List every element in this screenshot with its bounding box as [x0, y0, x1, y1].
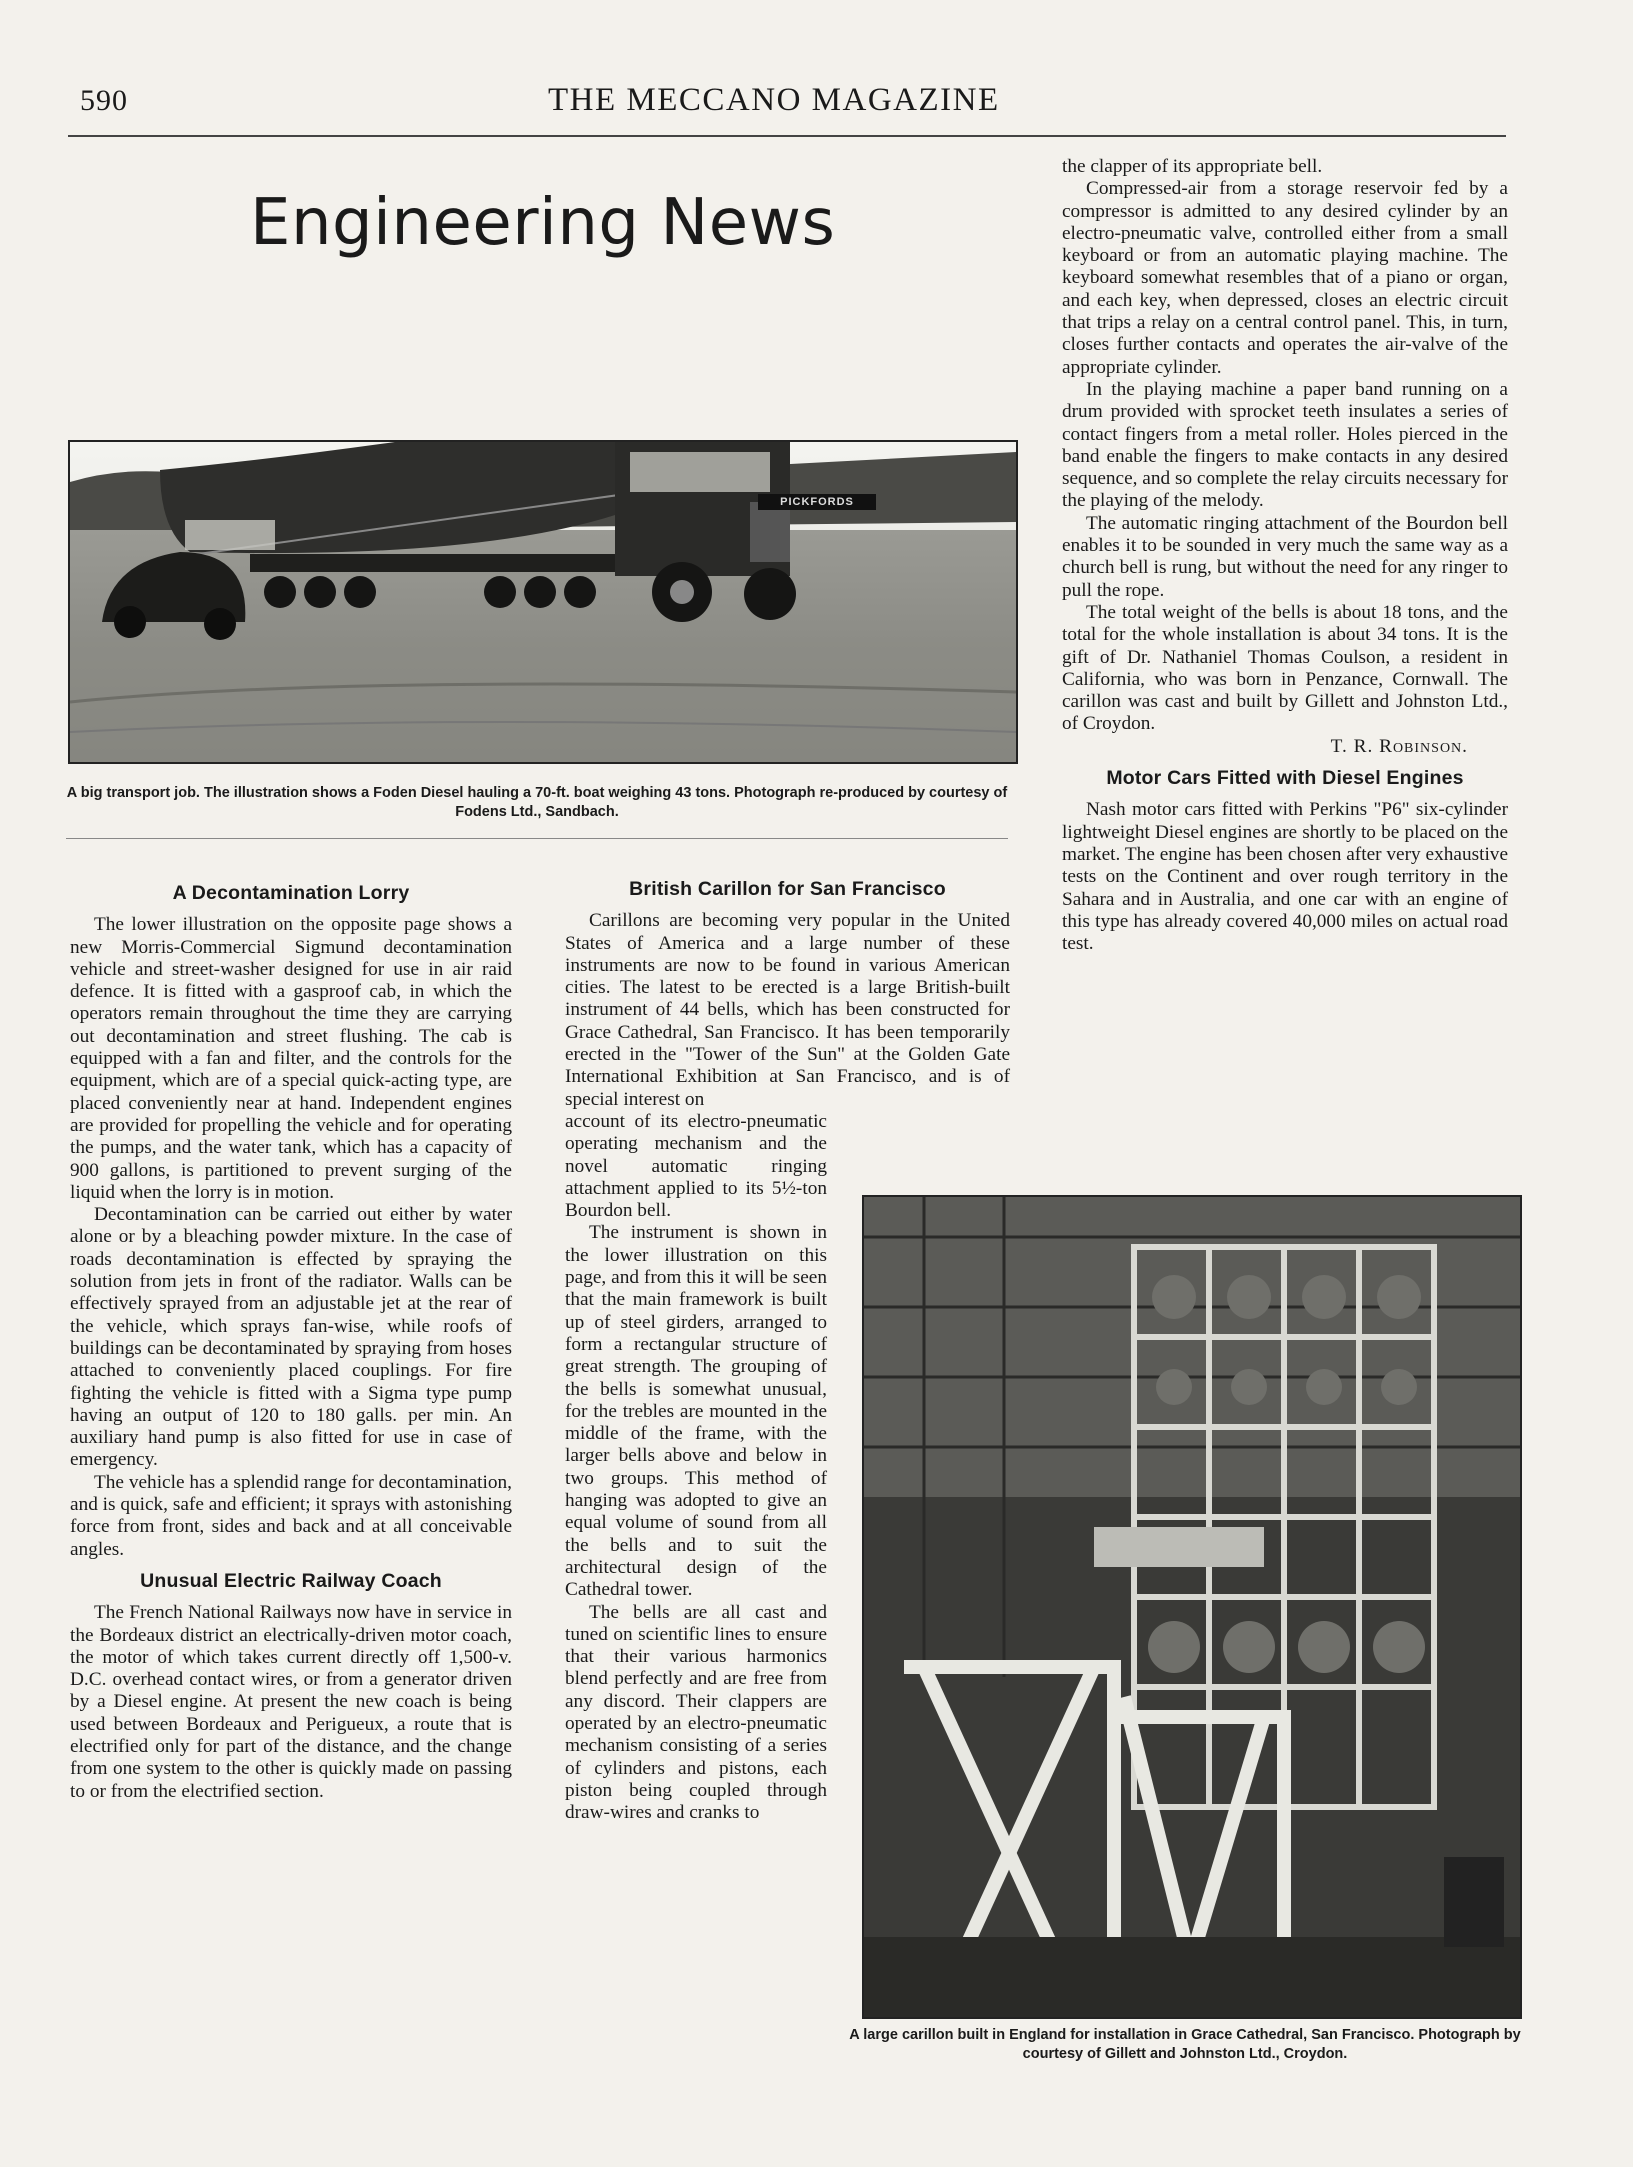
column-middle [565, 878, 1010, 1824]
column-left [70, 882, 512, 1803]
transport-photo [68, 440, 1018, 764]
paragraph: The bells are all cast and tuned on scientific lines to ensure that their various harmonics blend perfectly and are free from any discord. Their clappers are operated by an electro-pneumatic mechanism consisting of a series of cylinders and pistons, each piston being coupled through draw-wires and cranks to [565, 1601, 827, 1824]
author-signature: T. R. Robinson. [1330, 735, 1468, 757]
carillon-photo-caption: A large carillon built in England for installation in Grace Cathedral, San Francisco. Photograph by courtesy of Gillett and Johnston Ltd., Croydon. [849, 2027, 1521, 2062]
section-title: Engineering News [250, 186, 836, 260]
truck-sign: PICKFORDS [758, 494, 876, 510]
header-rule [68, 135, 1506, 137]
paragraph: In the playing machine a paper band running on a drum provided with sprocket teeth insulates a series of contact fingers from a metal roller. Holes pierced in the band enable the fingers to make contacts in any desired sequence, and so complete the relay circuits necessary for the playing of the melody. [1062, 378, 1508, 512]
paragraph: The vehicle has a splendid range for decontamination, and is quick, safe and efficient; it sprays with astonishing force from front, sides and back and at all conceivable angles. [70, 1471, 512, 1560]
heading-decontamination-lorry: A Decontamination Lorry [172, 882, 410, 904]
magazine-title: THE MECCANO MAGAZINE [548, 82, 1000, 118]
paragraph: Carillons are becoming very popular in the United States of America and a large number of these instruments are now to be found in various American cities. The latest to be erected is a large British-built instrument of 44 bells, which has been constructed for Grace Cathedral, San Francisco. It has been temporarily erected in the "Tower of the Sun" at the Golden Gate International Exhibition at San Francisco, and is of special interest on [565, 910, 1010, 1110]
transport-photo-caption: A big transport job. The illustration shows a Foden Diesel hauling a 70-ft. boat weighing 43 tons. Photograph re-produced by courtesy of Fodens Ltd., Sandbach. [66, 785, 1008, 820]
caption-rule [66, 838, 1008, 839]
heading-electric-railway-coach: Unusual Electric Railway Coach [140, 1569, 442, 1592]
paragraph: The lower illustration on the opposite page shows a new Morris-Commercial Sigmund decontamination vehicle and street-washer designed for use in air raid defence. It is fitted with a gasproof cab, in which the operators remain throughout the time they are carrying out decontamination and street flushing. The cab is equipped with a fan and filter, and the controls for the equipment, which are of a special quick-acting type, are placed conveniently near at hand. Independent engines are provided for propelling the vehicle and for operating the pumps, and the water tank, which has a capacity of 900 gallons, is partitioned to prevent surging of the liquid when the lorry is in motion. [70, 914, 512, 1203]
paragraph: Compressed-air from a storage reservoir fed by a compressor is admitted to any desired cylinder by an electro-pneumatic valve, controlled either from a small keyboard or from an automatic playing machine. The keyboard somewhat resembles that of a piano or organ, and each key, when depressed, closes an electric circuit that trips a relay on a central control panel. This, in turn, closes further contacts and operates the air-valve of the appropriate cylinder. [1062, 178, 1508, 378]
paragraph: The French National Railways now have in service in the Bordeaux district an electrically-driven motor coach, the motor of which takes current directly off 1,500-v. D.C. overhead contact wires, or from a generator driven by a Diesel engine. At present the new coach is being used between Bordeaux and Perigueux, a route that is electrified only for part of the distance, and the change from one system to the other is quickly made on passing to or from the electrified section. [70, 1602, 512, 1802]
paragraph: The automatic ringing attachment of the Bourdon bell enables it to be sounded in very much the same way as a church bell is rung, but without the need for any ringer to pull the rope. [1062, 512, 1508, 601]
paragraph: Nash motor cars fitted with Perkins "P6" six-cylinder lightweight Diesel engines are shortly to be placed on the market. The engine has been chosen after very exhaustive tests on the Continent and over rough territory in the Sahara and in Australia, and one car with an engine of this type has already covered 40,000 miles on actual road test. [1062, 799, 1508, 955]
heading-motor-cars-diesel: Motor Cars Fitted with Diesel Engines [1106, 767, 1464, 790]
paragraph: The instrument is shown in the lower illustration on this page, and from this it will be seen that the main framework is built up of steel girders, arranged to form a rectangular structure of great strength. The grouping of the bells is somewhat unusual, for the trebles are mounted in the middle of the frame, with the larger bells above and below in two groups. This method of hanging was adopted to give an equal volume of sound from all the bells and to suit the architectural design of the Cathedral tower. [565, 1222, 827, 1601]
page-number: 590 [80, 84, 128, 117]
paragraph: Decontamination can be carried out either by water alone or by a bleaching powder mixture. In the case of roads decontamination is effected by spraying the solution from jets in front of the radiator. Walls can be effectively sprayed from an adjustable jet at the rear of the vehicle, which sprays fan-wise, while roofs of buildings can be decontaminated by spraying from hoses attached to conveniently placed couplings. For fire fighting the vehicle is fitted with a Sigma type pump having an output of 120 to 180 galls. per min. An auxiliary hand pump is also fitted for use in case of emergency. [70, 1204, 512, 1471]
paragraph: the clapper of its appropriate bell. [1062, 156, 1323, 177]
paragraph: The total weight of the bells is about 18 tons, and the total for the whole installation is about 34 tons. It is the gift of Dr. Nathaniel Thomas Coulson, a resident in California, who was born in Penzance, Cornwall. The carillon was cast and built by Gillett and Johnston Ltd., of Croydon. [1062, 601, 1508, 735]
column-right [1062, 156, 1508, 955]
paragraph: account of its electro-pneumatic operating mechanism and the novel automatic ringing attachment applied to its 5½-ton Bourdon bell. [565, 1110, 827, 1222]
heading-british-carillon: British Carillon for San Francisco [629, 878, 946, 900]
